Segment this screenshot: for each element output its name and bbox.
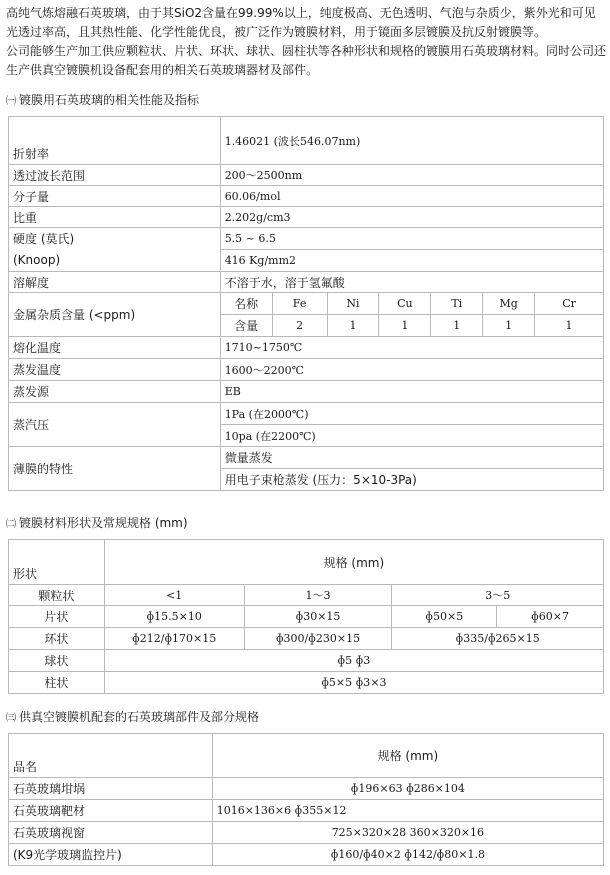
table-row — [9, 165, 604, 186]
property-value: 10pa (在2200℃) — [220, 425, 603, 447]
part-label: 石英玻璃靶材 — [9, 800, 213, 822]
spec-value: ɸ60×7 — [497, 606, 604, 628]
spec-value: <1 — [104, 585, 244, 606]
section-3-title: 供真空镀膜机配套的石英玻璃部件及部分规格 — [19, 710, 260, 724]
value-ni: 1 — [327, 315, 379, 337]
value-fe: 2 — [272, 315, 327, 337]
spec-value: ɸ50×5 — [392, 606, 497, 628]
property-label: 薄膜的特性 — [9, 447, 221, 491]
properties-table — [8, 116, 604, 491]
table-row — [9, 447, 604, 469]
table-row — [9, 650, 604, 672]
property-value: 2.202g/cm3 — [220, 207, 603, 228]
property-label: 蒸汽压 — [9, 403, 221, 447]
property-value: 用电子束枪蒸发 (压力：5×10-3Pa) — [220, 469, 603, 491]
table-row — [9, 381, 604, 403]
table-row — [9, 293, 604, 315]
part-spec: 1016×136×6 ɸ355×12 — [212, 800, 603, 822]
shape-label: 球状 — [9, 650, 105, 672]
property-label: 蒸发温度 — [9, 359, 221, 381]
table-row — [9, 359, 604, 381]
table-row — [9, 844, 604, 866]
property-label: 蒸发源 — [9, 381, 221, 403]
section-2-heading — [6, 515, 188, 533]
element-cr: Cr — [535, 293, 604, 315]
element-mg: Mg — [483, 293, 535, 315]
property-value: 60.06/mol — [220, 186, 603, 207]
table-row — [9, 800, 604, 822]
table-row — [9, 186, 604, 207]
property-label: 熔化温度 — [9, 337, 221, 359]
element-cu: Cu — [379, 293, 431, 315]
property-label: 溶解度 — [9, 272, 221, 293]
spec-value: ɸ335/ɸ265×15 — [392, 628, 604, 650]
shape-label: 环状 — [9, 628, 105, 650]
section-3-heading — [6, 709, 259, 727]
table-row — [9, 606, 604, 628]
property-value: 1.46021 (波长546.07nm) — [220, 117, 603, 165]
part-label: (K9光学玻璃监控片) — [9, 844, 213, 866]
property-value: EB — [220, 381, 603, 403]
section-1-title: 镀膜用石英玻璃的相关性能及指标 — [19, 93, 200, 107]
section-1-heading — [6, 92, 199, 110]
shape-label: 片状 — [9, 606, 105, 628]
element-ti: Ti — [431, 293, 483, 315]
table-row — [9, 734, 604, 778]
table-row — [9, 585, 604, 606]
parts-table — [8, 733, 604, 866]
spec-header: 规格 (mm) — [104, 540, 603, 585]
value-cr: 1 — [535, 315, 604, 337]
property-value: 不溶于水，溶于氢氟酸 — [220, 272, 603, 293]
property-value: 1Pa (在2000℃) — [220, 403, 603, 425]
shape-label: 柱状 — [9, 672, 105, 694]
spec-value: ɸ15.5×10 — [104, 606, 244, 628]
table-row — [9, 822, 604, 844]
property-label: 比重 — [9, 207, 221, 228]
property-label: 折射率 — [9, 117, 221, 165]
part-spec: ɸ196×63 ɸ286×104 — [212, 778, 603, 800]
value-mg: 1 — [483, 315, 535, 337]
section-2-number: ㈡ — [6, 519, 16, 530]
property-label: 金属杂质含量 (<ppm) — [9, 293, 221, 337]
part-label: 石英玻璃视窗 — [9, 822, 213, 844]
spec-value: ɸ5 ɸ3 — [104, 650, 603, 672]
property-label: (Knoop) — [9, 250, 221, 272]
table-row — [9, 250, 604, 272]
spec-value: ɸ5×5 ɸ3×3 — [104, 672, 603, 694]
table-row — [9, 272, 604, 293]
table-row — [9, 778, 604, 800]
table-row — [9, 403, 604, 425]
part-label: 石英玻璃坩埚 — [9, 778, 213, 800]
table-row — [9, 540, 604, 585]
part-spec: ɸ160/ɸ40×2 ɸ142/ɸ80×1.8 — [212, 844, 603, 866]
intro-text — [6, 4, 606, 80]
value-ti: 1 — [431, 315, 483, 337]
value-cu: 1 — [379, 315, 431, 337]
property-label: 分子量 — [9, 186, 221, 207]
table-row — [9, 628, 604, 650]
element-ni: Ni — [327, 293, 379, 315]
spec-value: 3～5 — [392, 585, 604, 606]
property-value: 5.5 ~ 6.5 — [220, 228, 603, 250]
intro-paragraph-2: 公司能够生产加工供应颗粒状、片状、环状、球状、圆柱状等各种形状和规格的镀膜用石英玻璃材料。同时公司还生产供真空镀膜机设备配套用的相关石英玻璃器材及部件。 — [6, 44, 607, 77]
property-value: 200～2500nm — [220, 165, 603, 186]
spec-value: ɸ300/ɸ230×15 — [244, 628, 392, 650]
section-1-number: ㈠ — [6, 96, 16, 107]
impurity-content-label: 含量 — [220, 315, 272, 337]
table-row — [9, 337, 604, 359]
spec-value: ɸ212/ɸ170×15 — [104, 628, 244, 650]
section-3-number: ㈢ — [6, 713, 16, 724]
property-label: 硬度 (莫氏) — [9, 228, 221, 250]
property-label: 透过波长范围 — [9, 165, 221, 186]
impurity-name-label: 名称 — [220, 293, 272, 315]
property-value: 1710~1750℃ — [220, 337, 603, 359]
shapes-table — [8, 539, 604, 694]
table-row — [9, 228, 604, 250]
element-fe: Fe — [272, 293, 327, 315]
spec-header: 规格 (mm) — [212, 734, 603, 778]
property-value: 416 Kg/mm2 — [220, 250, 603, 272]
spec-value: 1～3 — [244, 585, 392, 606]
shape-label: 颗粒状 — [9, 585, 105, 606]
part-spec: 725×320×28 360×320×16 — [212, 822, 603, 844]
shape-header: 形状 — [9, 540, 105, 585]
spec-value: ɸ30×15 — [244, 606, 392, 628]
section-2-title: 镀膜材料形状及常规规格 (mm) — [19, 516, 188, 530]
property-value: 微量蒸发 — [220, 447, 603, 469]
property-value: 1600～2200℃ — [220, 359, 603, 381]
table-row — [9, 117, 604, 165]
table-row — [9, 207, 604, 228]
intro-paragraph-1: 高纯气炼熔融石英玻璃，由于其SiO2含量在99.99%以上，纯度极高、无色透明、气泡与杂质少，紫外光和可见光透过率高，且其热性能、化学性能优良，被广泛作为镀膜材料，用于镜面多层镀膜及抗反射镀膜等。 — [6, 6, 596, 39]
table-row — [9, 672, 604, 694]
name-header: 品名 — [9, 734, 213, 778]
